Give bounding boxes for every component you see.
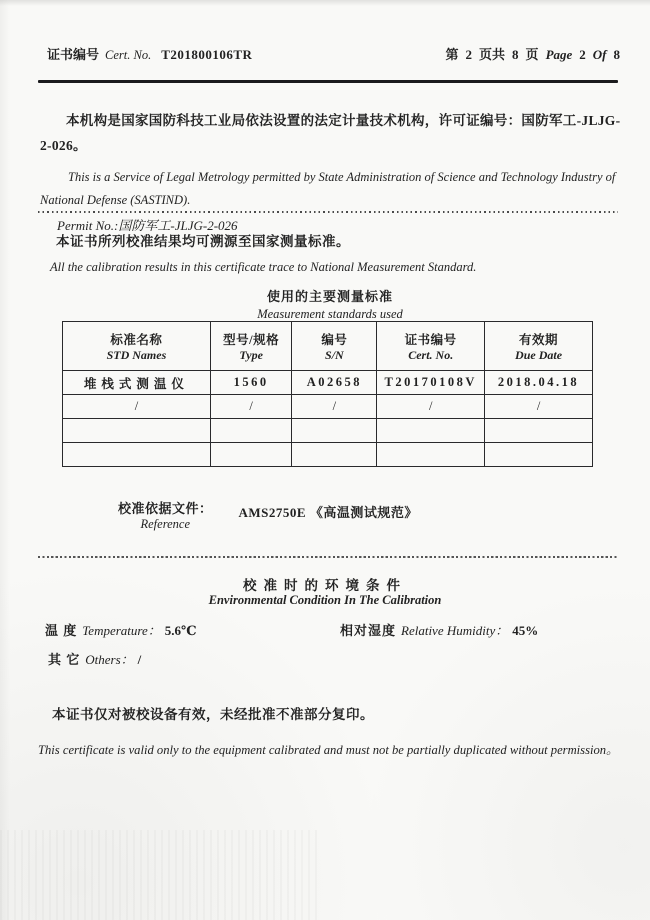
table-header-due-date [485,322,593,371]
humidity-value: 45% [512,623,539,638]
humidity-label-en: Relative Humidity： [401,623,509,638]
standards-table [62,321,593,467]
dotted-divider-top [38,211,618,213]
page-current-number: 2 [465,47,473,62]
humidity-label-zh: 相对湿度 [340,623,397,638]
others-label-en: Others： [85,652,134,667]
scan-noise-texture [0,830,320,920]
cert-number-value: T201800106TR [161,47,253,62]
others-field [48,649,141,668]
table-cell: A02658 [292,371,377,395]
page-of-label-en: Of [592,47,607,62]
table-cell [210,443,292,467]
traceability-statement-zh: 本证书所列校准结果均可溯源至国家测量标准。 [56,234,350,249]
cert-number-line [47,44,252,63]
table-row [63,419,593,443]
page-total-number: 8 [512,47,519,62]
page-suffix-zh: 页 [525,47,539,62]
table-header-row [63,322,593,371]
col-due-date-en: Due Date [515,347,563,362]
environment-title-zh: 校准时的环境条件 [243,578,407,593]
temperature-field [45,620,197,639]
table-header-sn [292,322,377,371]
table-cell: 1560 [210,371,292,395]
environment-title-en: Environmental Condition In The Calibration [208,593,442,607]
permit-section [40,108,625,234]
traceability-section [40,230,620,322]
table-header-cert-no [377,322,485,371]
temperature-label-zh: 温 度 [45,623,78,638]
table-cell [377,419,485,443]
table-cell: 堆栈式测温仪 [63,371,211,395]
page-indicator [446,44,620,63]
table-header-type [210,322,292,371]
reference-section [118,498,418,532]
col-std-names-en: STD Names [106,347,167,362]
table-cell [485,419,593,443]
table-row [63,395,593,419]
others-label-zh: 其 它 [48,652,81,667]
table-cell: / [292,395,377,419]
col-sn-zh: 编号 [321,332,348,347]
validity-statement-zh: 本证书仅对被校设备有效，未经批准不准部分复印。 [52,707,374,722]
page-total-number-en: 8 [613,47,620,62]
col-type-zh: 型号/规格 [223,332,280,347]
col-cert-no-en: Cert. No. [408,347,454,362]
validity-statement-en: This certificate is valid only to the equipment calibrated and must not be partially duplicated without permission。 [38,743,619,757]
temperature-label-en: Temperature： [82,623,161,638]
cert-number-label-en: Cert. No. [105,48,152,62]
page-header [47,44,620,63]
page-label-en: Page [545,47,573,62]
standards-title-zh: 使用的主要测量标准 [266,289,393,304]
col-sn-en: S/N [325,347,344,362]
table-cell [292,419,377,443]
temperature-value: 5.6℃ [164,623,197,638]
col-std-names-zh: 标准名称 [110,332,163,347]
permit-number: Permit No.:国防军工-JLJG-2-026 [57,218,238,233]
header-rule [38,80,618,83]
table-cell: 2018.04.18 [485,371,593,395]
table-row [63,371,593,395]
table-cell: / [210,395,292,419]
table-cell: / [485,395,593,419]
col-due-date-zh: 有效期 [519,332,559,347]
col-type-en: Type [239,347,263,362]
table-cell: T20170108V [377,371,485,395]
table-cell: / [63,395,211,419]
table-cell [485,443,593,467]
table-cell [63,443,211,467]
permit-statement-en: This is a Service of Legal Metrology permitted by State Administration of Science and Technology Industry of National Defense (SASTIND). [40,170,616,207]
page-mid-zh: 页共 [479,47,506,62]
table-cell [292,443,377,467]
table-cell: / [377,395,485,419]
table-cell [63,419,211,443]
col-cert-no-zh: 证书编号 [404,332,457,347]
reference-value: AMS2750E 《高温测试规范》 [238,504,418,520]
page-prefix-zh: 第 [445,47,459,62]
humidity-field [340,620,538,639]
table-cell [210,419,292,443]
cert-number-label-zh: 证书编号 [47,47,100,62]
permit-statement-zh: 本机构是国家国防科技工业局依法设置的法定计量技术机构，许可证编号：国防军工-JLJG-2-026。 [40,113,621,153]
dotted-divider-bottom [38,556,618,558]
reference-label [118,498,213,532]
others-value: / [137,652,142,667]
reference-label-en: Reference [140,517,190,531]
reference-label-zh: 校准依据文件： [118,501,213,516]
traceability-statement-en: All the calibration results in this certificate trace to National Measurement Standard. [50,260,477,274]
standards-title-en: Measurement standards used [257,307,403,321]
page-current-number-en: 2 [579,47,586,62]
table-header-std-names [63,322,211,371]
table-cell [377,443,485,467]
table-row [63,443,593,467]
